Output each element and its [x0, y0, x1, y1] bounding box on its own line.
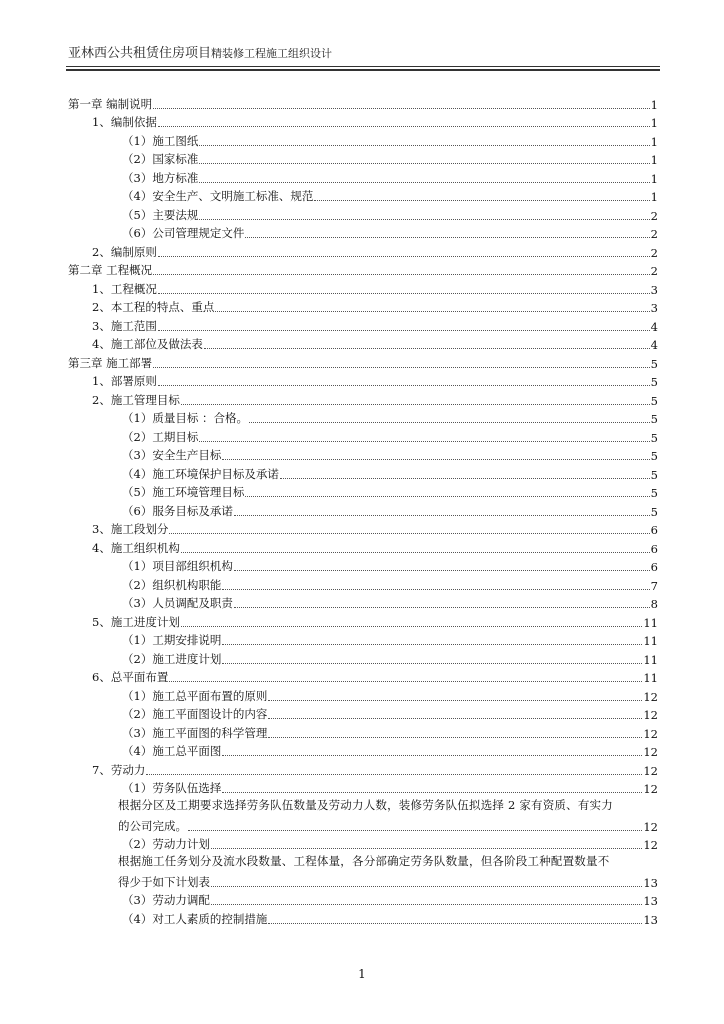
toc-entry-title: （1）项目部组织机构 [122, 559, 233, 573]
toc-entry[interactable] [68, 186, 658, 205]
toc-entry[interactable] [68, 537, 658, 556]
toc-page-number: 1 [650, 190, 658, 204]
toc-entry-title: 3、施工范围 [92, 318, 157, 333]
toc-entry[interactable] [68, 149, 658, 168]
toc-entry-title: （6）公司管理规定文件 [122, 226, 245, 240]
dot-leader [249, 418, 650, 423]
dot-leader [199, 141, 649, 146]
dot-leader [222, 585, 649, 590]
toc-entry[interactable] [68, 389, 658, 408]
toc-page-number: 12 [643, 726, 658, 741]
toc-page-number: 1 [650, 116, 658, 130]
dot-leader [245, 233, 649, 238]
toc-entry[interactable] [68, 445, 658, 464]
toc-entry[interactable] [68, 315, 658, 334]
dot-leader [153, 104, 650, 109]
dot-leader [199, 159, 649, 164]
dot-leader [222, 455, 649, 460]
toc-entry-title: 5、施工进度计划 [92, 614, 180, 629]
toc-page-number: 5 [650, 430, 658, 445]
toc-entry[interactable] [68, 519, 658, 538]
toc-entry[interactable] [68, 667, 658, 686]
toc-page-number: 5 [650, 393, 658, 408]
toc-entry[interactable] [68, 167, 658, 186]
toc-page-number: 7 [650, 578, 658, 593]
toc-entry-title: （3）劳动力调配 [122, 893, 210, 907]
toc-page-number: 1 [650, 153, 658, 167]
dot-leader [268, 919, 642, 924]
toc-page-number: 2 [650, 208, 658, 223]
toc-entry-title: （2）工期目标 [122, 429, 199, 444]
toc-entry-title: 第一章 编制说明 [68, 96, 153, 111]
toc-entry-title: （4）安全生产、文明施工标准、规范 [122, 189, 314, 203]
toc-entry[interactable] [68, 500, 658, 519]
toc-entry-title: （5）主要法规 [122, 207, 199, 222]
toc-entry-title: 6、总平面布置 [92, 670, 169, 684]
dot-leader [169, 677, 642, 682]
dot-leader [234, 511, 650, 516]
dot-leader [222, 659, 642, 664]
toc-entry[interactable] [68, 223, 658, 242]
dot-leader [158, 252, 650, 257]
dot-leader [222, 751, 642, 756]
toc-entry-title: （2）劳动力计划 [122, 837, 210, 851]
toc-entry[interactable] [68, 834, 658, 853]
toc-page-number: 12 [643, 708, 658, 722]
toc-entry-title: （3）人员调配及职责 [122, 596, 233, 610]
header-title-sub: 精装修工程施工组织设计 [211, 47, 333, 60]
toc-entry[interactable] [68, 371, 658, 390]
toc-entry[interactable] [68, 759, 658, 778]
dot-leader [199, 437, 649, 442]
dot-leader [158, 381, 650, 386]
toc-page-number: 3 [650, 301, 658, 315]
toc-page-number: 8 [650, 597, 658, 611]
header-rule-thin [66, 66, 660, 67]
toc-page-number: 5 [650, 449, 658, 463]
toc-entry-title: （5）施工环境管理目标 [122, 485, 245, 499]
toc-entry-title: （4）施工总平面图 [122, 744, 222, 758]
toc-page-number: 3 [650, 282, 658, 297]
toc-page-number: 2 [650, 245, 658, 260]
toc-page-number: 12 [643, 838, 658, 852]
toc-entry-title: （3）施工平面图的科学管理 [122, 725, 268, 740]
dot-leader [158, 289, 650, 294]
toc-entry-title: （3）安全生产目标 [122, 448, 222, 462]
toc-page-number: 4 [650, 319, 658, 334]
toc-page-number: 13 [643, 894, 658, 908]
toc-page-number: 11 [643, 634, 658, 648]
table-of-contents [68, 93, 658, 927]
toc-entry[interactable] [68, 241, 658, 260]
toc-entry[interactable] [68, 130, 658, 149]
toc-entry-title: （1）质量目标 ：合格。 [122, 411, 248, 425]
toc-page-number: 11 [643, 652, 658, 667]
dot-leader [280, 474, 650, 479]
header-title-main: 亚林西公共租赁住房项目 [68, 46, 212, 61]
toc-page-number: 12 [643, 782, 658, 796]
toc-entry-title: （3）地方标准 [122, 170, 199, 185]
toc-page-number: 5 [650, 356, 658, 371]
toc-entry-title: 的公司完成。 [118, 818, 187, 833]
dot-leader [181, 400, 650, 405]
page-number: 1 [358, 967, 366, 981]
toc-entry-title: 得少于如下计划表 [118, 874, 210, 889]
dot-leader [268, 733, 642, 738]
toc-chapter-entry[interactable] [68, 260, 658, 279]
toc-entry-title: 第三章 施工部署 [68, 355, 153, 370]
dot-leader [153, 270, 650, 275]
toc-chapter-entry[interactable] [68, 93, 658, 112]
toc-entry[interactable] [68, 204, 658, 223]
toc-entry[interactable] [68, 704, 658, 723]
toc-entry[interactable] [68, 334, 658, 353]
toc-entry-title: 2、本工程的特点、重点 [92, 300, 215, 314]
dot-leader [211, 882, 642, 887]
dot-leader [146, 770, 642, 775]
toc-entry-title: （2）施工平面图设计的内容 [122, 707, 268, 721]
dot-leader [199, 215, 649, 220]
toc-entry[interactable] [68, 278, 658, 297]
toc-page-number: 5 [650, 467, 658, 482]
dot-leader [245, 492, 649, 497]
toc-page-number: 1 [650, 171, 658, 186]
toc-entry[interactable] [68, 815, 658, 834]
dot-leader [211, 900, 643, 905]
dot-leader [181, 548, 650, 553]
toc-page-number: 6 [650, 541, 658, 556]
toc-page-number: 2 [650, 227, 658, 241]
dot-leader [158, 122, 650, 127]
toc-page-number: 12 [643, 689, 658, 704]
toc-chapter-entry[interactable] [68, 352, 658, 371]
dot-leader [268, 696, 642, 701]
toc-page-number: 12 [643, 763, 658, 778]
toc-page-number: 13 [643, 875, 658, 890]
toc-page-number: 5 [650, 412, 658, 426]
toc-entry-title: 4、施工组织机构 [92, 540, 180, 555]
toc-entry[interactable] [68, 908, 658, 927]
toc-paragraph: 根据施工任务划分及流水段数量、工程体量，各分部确定劳务队数量，但各阶段工种配置数量不 [118, 854, 610, 868]
dot-leader [314, 196, 649, 201]
dot-leader [222, 788, 642, 793]
dot-leader [153, 363, 650, 368]
toc-entry-title: （1）工期安排说明 [122, 633, 222, 647]
toc-entry[interactable] [68, 482, 658, 501]
toc-page-number: 6 [650, 560, 658, 574]
toc-entry-title: 2、施工管理目标 [92, 392, 180, 407]
toc-entry-title: 3、施工段划分 [92, 522, 169, 536]
toc-page-number: 12 [643, 745, 658, 759]
dot-leader [211, 844, 643, 849]
toc-entry-title: （4）对工人素质的控制措施 [122, 911, 268, 926]
toc-entry[interactable] [68, 722, 658, 741]
toc-entry[interactable] [68, 685, 658, 704]
toc-entry[interactable] [68, 871, 658, 890]
toc-entry[interactable] [68, 593, 658, 612]
dot-leader [204, 344, 650, 349]
dot-leader [158, 326, 650, 331]
toc-entry-title: （6）服务目标及承诺 [122, 503, 233, 518]
toc-entry-title: 7、劳动力 [92, 762, 146, 777]
toc-page-number: 2 [650, 264, 658, 278]
toc-entry-title: 4、施工部位及做法表 [92, 337, 203, 351]
toc-entry[interactable] [68, 556, 658, 575]
toc-entry[interactable] [68, 611, 658, 630]
toc-entry-title: （2）国家标准 [122, 152, 199, 166]
dot-leader [199, 178, 649, 183]
toc-entry-title: （1）劳务队伍选择 [122, 781, 222, 795]
toc-entry[interactable] [68, 890, 658, 909]
toc-page-number: 12 [643, 819, 658, 834]
toc-entry[interactable] [68, 574, 658, 593]
toc-page-number: 11 [643, 615, 658, 630]
dot-leader [188, 826, 642, 831]
toc-page-number: 5 [650, 486, 658, 500]
toc-page-number: 5 [650, 504, 658, 519]
toc-page-number: 5 [650, 375, 658, 389]
dot-leader [169, 529, 649, 534]
toc-page-number: 1 [650, 134, 658, 149]
page-header [68, 42, 332, 61]
toc-page-number: 11 [643, 671, 658, 685]
toc-page-number: 1 [650, 97, 658, 112]
toc-entry[interactable] [68, 426, 658, 445]
toc-entry[interactable] [68, 741, 658, 760]
toc-entry-title: （1）施工总平面布置的原则 [122, 688, 268, 703]
toc-entry[interactable] [68, 112, 658, 131]
dot-leader [222, 640, 642, 645]
toc-entry[interactable] [68, 408, 658, 427]
toc-entry[interactable] [68, 648, 658, 667]
header-rule-thick [66, 69, 660, 71]
toc-entry-title: 2、编制原则 [92, 244, 157, 259]
toc-paragraph: 根据分区及工期要求选择劳务队伍数量及劳动力人数，装修劳务队伍拟选择 2 家有资质、有实力 [118, 798, 613, 812]
dot-leader [234, 603, 650, 608]
toc-entry[interactable] [68, 463, 658, 482]
toc-entry[interactable] [68, 297, 658, 316]
dot-leader [234, 566, 650, 571]
toc-entry-title: 1、工程概况 [92, 281, 157, 296]
toc-entry-title: 1、部署原则 [92, 374, 157, 388]
toc-page-number: 6 [650, 523, 658, 537]
toc-page-number: 4 [650, 338, 658, 352]
dot-leader [268, 714, 642, 719]
toc-entry-title: （2）施工进度计划 [122, 651, 222, 666]
toc-entry-title: （4）施工环境保护目标及承诺 [122, 466, 279, 481]
toc-entry-title: 第二章 工程概况 [68, 263, 153, 277]
dot-leader [215, 307, 649, 312]
toc-page-number: 13 [643, 912, 658, 927]
toc-entry-title: （1）施工图纸 [122, 133, 199, 148]
dot-leader [181, 622, 643, 627]
toc-entry-title: （2）组织机构职能 [122, 577, 222, 592]
toc-entry-title: 1、编制依据 [92, 115, 157, 129]
toc-entry[interactable] [68, 630, 658, 649]
toc-entry[interactable] [68, 778, 658, 797]
